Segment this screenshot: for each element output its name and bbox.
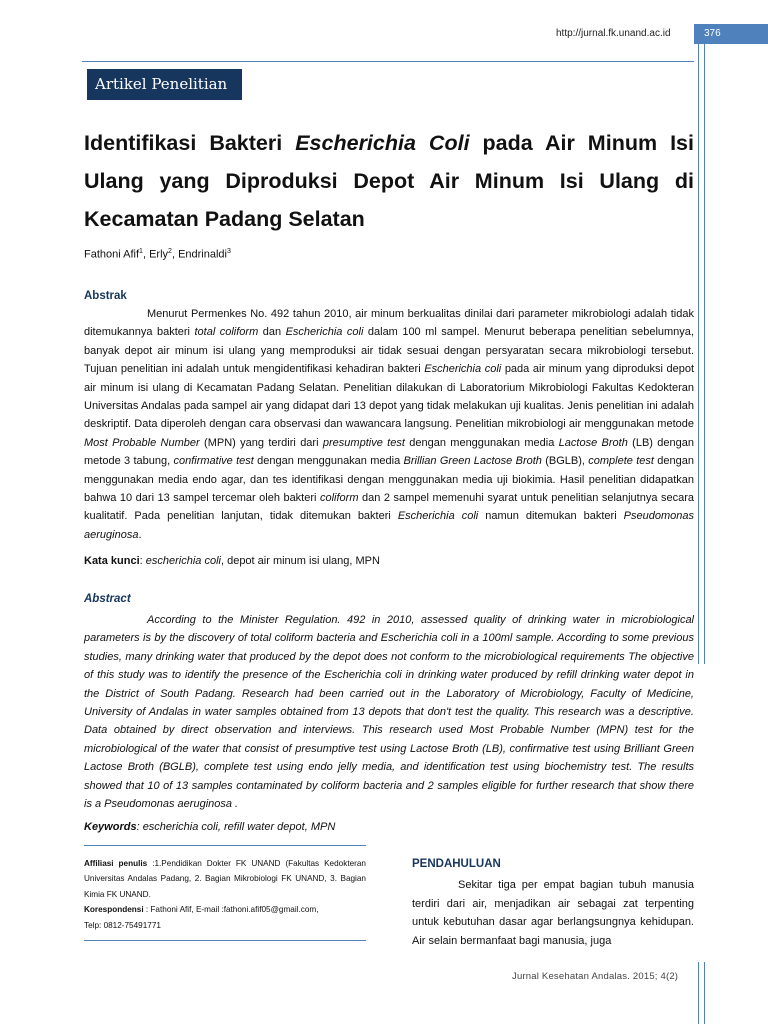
abstrak-text-run: (LB) dengan metode 3 tabung, bbox=[84, 436, 695, 468]
author-affil-mark: 3 bbox=[226, 248, 231, 255]
affiliation-rule-bottom bbox=[84, 940, 366, 941]
abstrak-italic-term: Escherichia coli bbox=[285, 326, 364, 339]
journal-url[interactable]: http://jurnal.fk.unand.ac.id bbox=[556, 28, 671, 39]
abstrak-text-run: (BGLB), bbox=[541, 455, 589, 468]
abstrak-italic-term: Pseudomonas aeruginosa bbox=[84, 510, 694, 541]
margin-rule-2 bbox=[704, 44, 705, 664]
pendahuluan-paragraph: Sekitar tiga per empat bagian tubuh manusia terdiri dari air, menjadikan air sebagai zat terpenting untuk kebutuhan dasar agar berlangsungnya kehidupan. Air selain bermanfaat bagi manusia, juga bbox=[412, 879, 694, 947]
author-name: Erly bbox=[149, 248, 169, 261]
author-affil-mark: 2 bbox=[168, 248, 172, 255]
abstract-body bbox=[84, 611, 694, 813]
affiliation-rule-top bbox=[84, 845, 366, 846]
kata-kunci-sep: : bbox=[139, 555, 146, 567]
abstract-heading: Abstract bbox=[84, 593, 131, 605]
abstrak-body bbox=[84, 305, 694, 544]
pendahuluan-body bbox=[412, 876, 694, 950]
keywords-rest: : escherichia coli, refill water depot, MPN bbox=[136, 821, 336, 833]
abstrak-heading: Abstrak bbox=[84, 290, 127, 302]
header-rule bbox=[82, 61, 694, 62]
journal-footer: Jurnal Kesehatan Andalas. 2015; 4(2) bbox=[512, 971, 679, 982]
kata-kunci bbox=[84, 555, 380, 567]
author-name: Fathoni Afif bbox=[84, 248, 140, 261]
abstrak-text-run: dalam 100 ml sampel. Menurut beberapa penelitian sebelumnya, banyak depot air minum isi ulang yang memproduksi air tidak sesuai dengan persyaratan secara mikrobiologi tersebut. Tujuan penelitian ini adalah untuk mengidentifikasi kehadiran bakteri bbox=[84, 326, 694, 376]
abstrak-text-run: dengan menggunakan media endo agar, dan tes identifikasi dengan menggunakan media uji biokimia. Hasil penelitian didapatkan bahwa 10 dari 13 sampel tercemar oleh bakteri bbox=[84, 455, 694, 505]
author-list: Fathoni Afif$^1$, Erly$^2$, Endrinaldi$^3$ bbox=[84, 248, 231, 261]
kata-kunci-rest: , depot air minum isi ulang, MPN bbox=[220, 555, 380, 567]
abstrak-text-run: . bbox=[138, 528, 142, 541]
abstrak-text-run: dengan menggunakan media bbox=[253, 455, 404, 468]
abstrak-text-run: Menurut Permenkes No. 492 tahun 2010, air minum berkualitas dinilai dari parameter mikrobiologi adalah tidak ditemukannya bakteri bbox=[84, 308, 694, 339]
abstrak-text-run: dengan menggunakan media bbox=[404, 436, 559, 449]
abstract-paragraph: According to the Minister Regulation. 492 in 2010, assessed quality of drinking water in microbiological parameters is by the discovery of total coliform bacteria and Escherichia coli in a 100ml sample. According to some previous studies, many drinking water that produced by the depot does not conform to the microbiological requirements The objective of this study was to identify the presence of the Escherichia coli in drinking water produced by refill drinking water depot in the District of South Padang. Research had been carried out in the Laboratory of Microbiology, Faculty of Medicine, University of Andalas in water samples obtained from 13 depots that don't test the quality. This research was a descriptive. Data obtained by direct observation and interviews. This research used Most Probable Number (MPN) test for the microbiological of the water that consist of presumptive test using Lactose Broth (LB), confirmative test using Brilliant Green Lactose Broth (BGLB), complete test using endo jelly media, and identification test using biochemistry test. The results showed that 10 of 13 samples contaminated by coliform bacteria and 2 samples eligible for further research that show there is a Pseudomonas aeruginosa . bbox=[84, 614, 694, 811]
author-affil-mark: 1 bbox=[139, 248, 143, 255]
affiliation-label: Affiliasi penulis bbox=[84, 859, 148, 868]
abstrak-italic-term: Escherichia coli bbox=[424, 363, 502, 376]
article-type-badge: Artikel Penelitian bbox=[87, 69, 242, 100]
kata-kunci-organism: escherichia coli bbox=[145, 555, 221, 567]
footer-rule-1 bbox=[698, 962, 699, 1024]
title-part-3: pada Air Minum Isi Ulang yang Diproduksi Depot Air Minum Isi Ulang di Kecamatan Padang Selatan bbox=[84, 131, 694, 231]
abstrak-italic-term: Escherichia coli bbox=[397, 510, 479, 523]
abstrak-italic-term: complete test bbox=[588, 455, 654, 468]
affiliation-box bbox=[84, 856, 366, 933]
margin-rule-1 bbox=[698, 44, 699, 664]
abstrak-italic-term: Lactose Broth bbox=[558, 436, 628, 449]
footer-rule-2 bbox=[704, 962, 705, 1024]
kata-kunci-label: Kata kunci bbox=[84, 555, 140, 567]
abstrak-italic-term: total coliform bbox=[194, 326, 259, 339]
abstrak-text-run: dan 2 sampel memenuhi syarat untuk penelitian selanjutnya secara kualitatif. Pada penelitian lanjutan, tidak ditemukan bakteri bbox=[84, 492, 694, 523]
affiliation-text bbox=[84, 856, 366, 902]
abstrak-text-run: namun ditemukan bakteri bbox=[478, 510, 624, 523]
abstrak-italic-term: confirmative test bbox=[173, 455, 254, 468]
article-title bbox=[84, 124, 694, 238]
author-name: Endrinaldi bbox=[178, 248, 227, 261]
title-part-1: Identifikasi Bakteri bbox=[84, 131, 296, 155]
title-organism: Escherichia Coli bbox=[295, 131, 470, 155]
affiliation-detail: :1.Pendidikan Dokter FK UNAND (Fakultas Kedokteran Universitas Andalas Padang, 2. Bagian Mikrobiologi FK UNAND, 3. Bagian Kimia FK UNAND. bbox=[84, 859, 366, 899]
abstrak-italic-term: coliform bbox=[319, 492, 359, 505]
abstrak-italic-term: Most Probable Number bbox=[84, 436, 200, 449]
abstrak-text-run: dan bbox=[258, 326, 286, 339]
abstrak-italic-term: Brillian Green Lactose Broth bbox=[403, 455, 542, 468]
abstrak-paragraph bbox=[84, 305, 694, 544]
correspondence-text bbox=[84, 902, 366, 917]
pendahuluan-heading: PENDAHULUAN bbox=[412, 858, 501, 870]
correspondence-detail: : Fathoni Afif, E-mail :fathoni.afif05@gmail.com, bbox=[143, 905, 319, 915]
abstrak-text-run: (MPN) yang terdiri dari bbox=[199, 436, 323, 449]
abstrak-text-run: pada air minum yang diproduksi depot air minum isi ulang di Kecamatan Padang Selatan. Penelitian dilakukan di Laboratorium Mikrobiologi Fakultas Kedokteran Universitas Andalas pada sampel air yang didapat dari 13 depot yang tidak melakukan uji kualitas. Jenis penelitian ini adalah deskriptif. Data diperoleh dengan cara observasi dan wawancara langsung. Penelitian mikrobiologi air menggunakan metode bbox=[84, 363, 695, 431]
keywords bbox=[84, 821, 335, 833]
phone-text: Telp: 0812-75491771 bbox=[84, 920, 161, 930]
correspondence-label: Korespondensi bbox=[84, 905, 144, 915]
keywords-label: Keywords bbox=[84, 821, 137, 833]
page-number: 376 bbox=[704, 28, 721, 39]
abstrak-italic-term: presumptive test bbox=[322, 436, 405, 449]
